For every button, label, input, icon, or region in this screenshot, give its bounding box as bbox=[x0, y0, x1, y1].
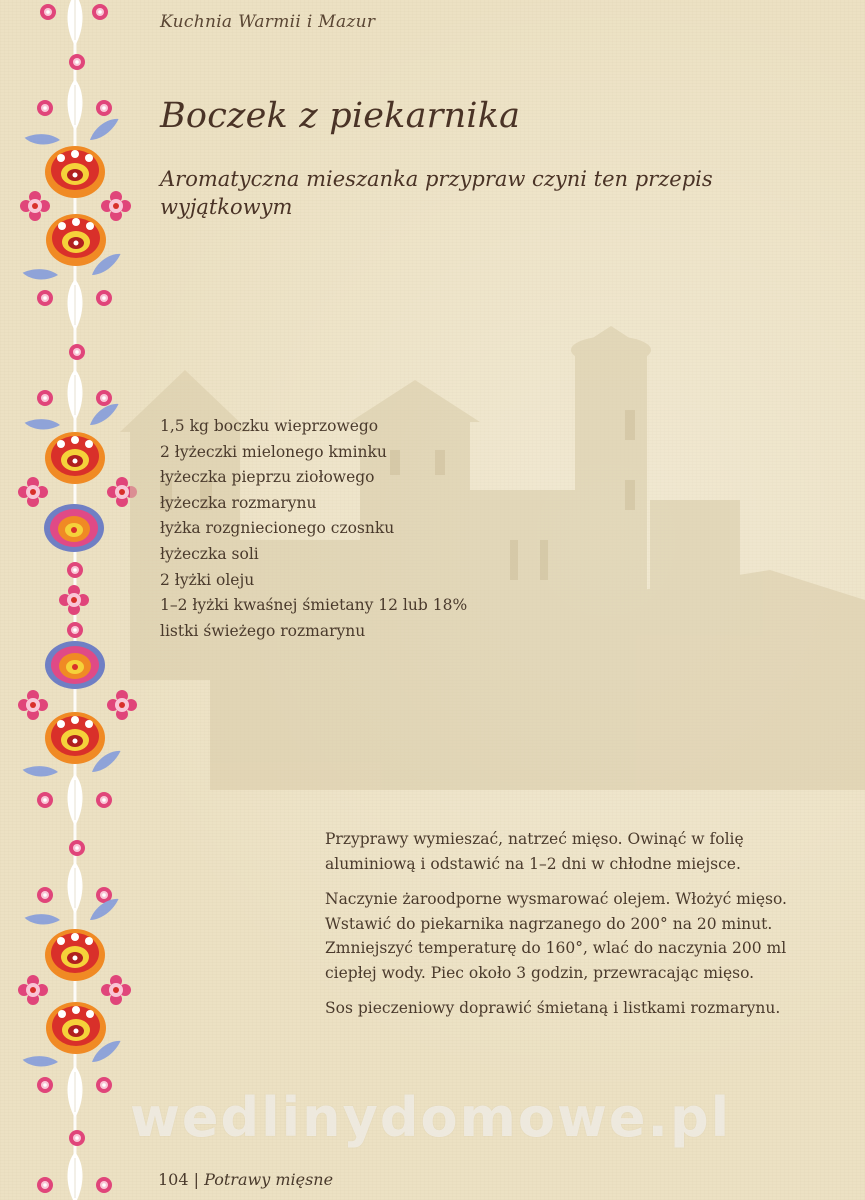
section-name: Potrawy mięsne bbox=[204, 1170, 334, 1189]
instruction-step: Naczynie żaroodporne wysmarować olejem. Włożyć mięso. Wstawić do piekarnika nagrzanego do 200° na 20 minut. Zmniejszyć temperaturę do 160°, wlać do naczynia 200 ml ciepłej wody. Piec około 3 godzin, przewracając mięso. bbox=[325, 890, 787, 982]
ingredient-item: łyżeczka rozmarynu bbox=[160, 493, 317, 512]
ingredient-item: 1–2 łyżki kwaśnej śmietany 12 lub 18% bbox=[160, 596, 468, 615]
ingredients-list bbox=[160, 414, 467, 644]
ingredient-item: 2 łyżeczki mielonego kminku bbox=[160, 442, 387, 461]
instruction-step: Sos pieczeniowy doprawić śmietaną i listkami rozmarynu. bbox=[325, 999, 781, 1017]
footer-separator: | bbox=[193, 1170, 200, 1189]
recipe-subtitle: Aromatyczna mieszanka przypraw czyni ten przepis wyjątkowym bbox=[160, 167, 713, 219]
ingredient-item: 1,5 kg boczku wieprzowego bbox=[160, 417, 379, 435]
ingredient-item: łyżeczka pieprzu ziołowego bbox=[160, 468, 375, 487]
recipe-title: Boczek z piekarnika bbox=[160, 96, 521, 136]
running-header: Kuchnia Warmii i Mazur bbox=[160, 12, 376, 32]
ingredient-item: łyżka rozgniecionego czosnku bbox=[160, 519, 395, 538]
page-number: 104 bbox=[158, 1170, 189, 1189]
site-watermark: wedlinydomowe.pl bbox=[130, 1086, 732, 1149]
ingredient-item: 2 łyżki oleju bbox=[160, 570, 255, 589]
ingredient-item: łyżeczka soli bbox=[160, 544, 259, 563]
instruction-step: Przyprawy wymieszać, natrzeć mięso. Owinąć w folię aluminiową i odstawić na 1–2 dni w chłodne miejsce. bbox=[325, 830, 744, 873]
ingredient-item: listki świeżego rozmarynu bbox=[160, 621, 366, 640]
page-footer bbox=[158, 1170, 333, 1189]
instructions bbox=[325, 827, 825, 1032]
